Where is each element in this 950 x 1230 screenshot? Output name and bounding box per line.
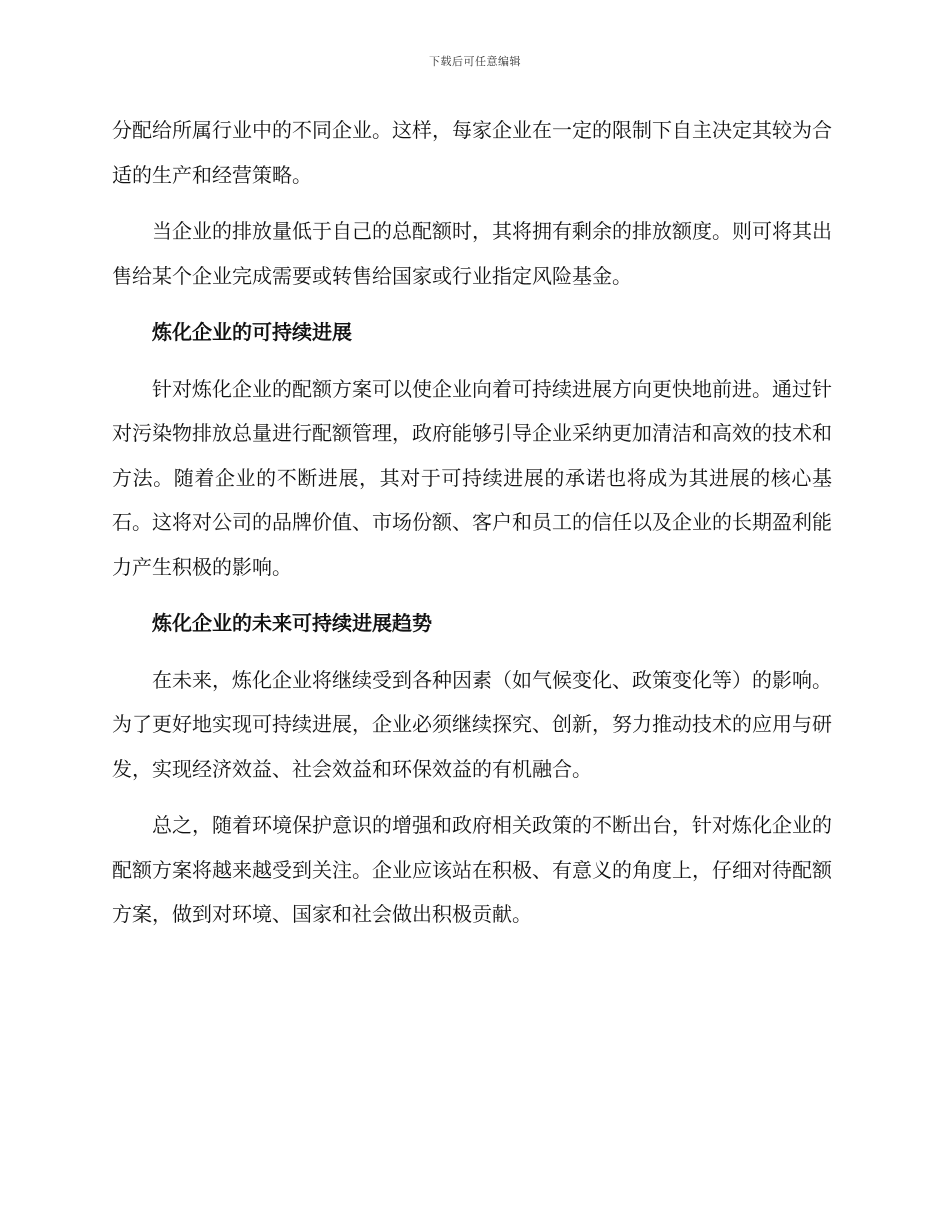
paragraph-1: 分配给所属行业中的不同企业。这样，每家企业在一定的限制下自主决定其较为合适的生产和经营策略。 [112,118,832,187]
paragraph-5: 总之，随着环境保护意识的增强和政府相关政策的不断出台，针对炼化企业的配额方案将越来越受到关注。企业应该站在积极、有意义的角度上，仔细对待配额方案，做到对环境、国家和社会做出积极贡献。 [112,813,832,926]
paragraph-2: 当企业的排放量低于自己的总配额时，其将拥有剩余的排放额度。则可将其出售给某个企业完成需要或转售给国家或行业指定风险基金。 [112,219,832,288]
paragraph-3: 针对炼化企业的配额方案可以使企业向着可持续进展方向更快地前进。通过针对污染物排放总量进行配额管理，政府能够引导企业采纳更加清洁和高效的技术和方法。随着企业的不断进展，其对于可持续进展的承诺也将成为其进展的核心基石。这将对公司的品牌价值、市场份额、客户和员工的信任以及企业的长期盈利能力产生积极的影响。 [112,376,832,579]
section-heading-sustainable-development: 炼化企业的可持续进展 [152,320,352,344]
section-heading-future-trends: 炼化企业的未来可持续进展趋势 [152,611,432,635]
document-body [112,108,832,949]
page-header: 下载后可任意编辑 [429,55,521,68]
paragraph-4: 在未来，炼化企业将继续受到各种因素（如气候变化、政策变化等）的影响。为了更好地实现可持续进展，企业必须继续探究、创新，努力推动技术的应用与研发，实现经济效益、社会效益和环保效益的有机融合。 [112,667,832,781]
